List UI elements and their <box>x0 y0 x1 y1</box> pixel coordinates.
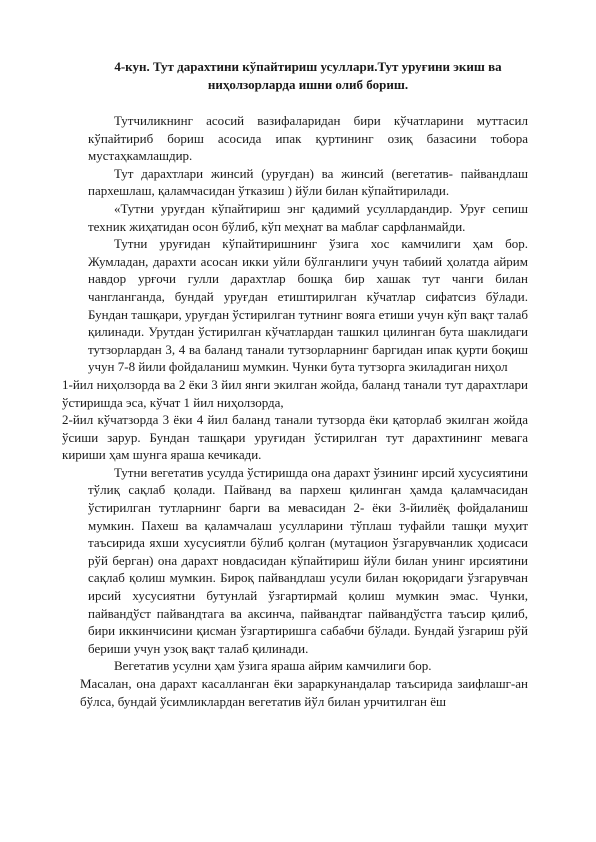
paragraph-1: Тутчиликнинг асосий вазифаларидан бири кўчатларини муттасил кўпайтириб бориш асосида ипак қуртининг озиқ базасини тобора мустаҳкамлашдир. <box>88 113 528 164</box>
paragraph-8: Вегетатив усулни ҳам ўзига яраша айрим камчилиги бор. <box>114 658 432 674</box>
paragraph-2: Тут дарахтлари жинсий (уруғдан) ва жинсий (вегетатив- пайвандлаш пархешлаш, қаламчасидан ўтказиш ) йўли билан кўпайтирилади. <box>88 165 528 199</box>
paragraph-7: Тутни вегетатив усулда ўстиришда она дарахт ўзининг ирсий хусусиятини тўлиқ сақлаб қолади. Пайванд ва пархеш қилинган ҳамда қаламчасидан ўстирилган тутларнинг барги ва мевасидан 2- ёки 3-йилиёқ фойдаланиш мумкин. Пахеш ва қаламчалаш усулларини тўплаш туфайли ташқи муҳит таъсирида яхши хусусиятли бўлиб қолган (мутацион ўзгарувчанлик ҳодисаси рўй берган) она дарахт новдасидан кўпайтириш йўли билан унинг ирсиятини сақлаб қолиш мумкин. Бироқ пайвандлаш усули билан юқоридаги ўзгарувчан ирсий хусусиятни бутунлай ўзгартирмай қолиш мумкин эмас. Чунки, пайвандўст пайвандтага ва аксинча, пайвандтаг пайвандўстга таъсир қилиб, бири иккинчисини қисман ўзгартиришга сабабчи бўлади. Бундай ўзгариш рўй бериши учун узоқ вақт талаб қилинади. <box>88 464 528 656</box>
paragraph-9: Масалан, она дарахт касалланган ёки зараркунандалар таъсирида заифлашг-ан бўлса, бундай ўсимликлардан вегетатив йўл билан урчитилган ёш <box>80 676 528 709</box>
paragraph-6: 2-йил кўчатзорда 3 ёки 4 йил баланд танали тутзорда ёки қаторлаб экилган жойда ўсиши зарур. Бундан ташқари уруғидан ўстирилган тут дарахтининг мевага кириши ҳам шунга яраша кечикади. <box>62 412 528 463</box>
page-title: 4-кун. Тут дарахтини кўпайтириш усуллари.Тут уруғини экиш ва ниҳолзорларда ишни олиб бориш. <box>114 59 502 92</box>
document-page <box>62 58 528 710</box>
paragraph-3: «Тутни уруғдан кўпайтириш энг қадимий усуллардандир. Уруғ сепиш техник жиҳатидан осон бўлиб, кўп меҳнат ва маблағ сарфланмайди. <box>88 200 528 234</box>
paragraph-5: 1-йил ниҳолзорда ва 2 ёки 3 йил янги экилган жойда, баланд танали тут дарахтлари ўстиришда эса, кўчат 1 йил ниҳолзорда, <box>62 376 528 410</box>
paragraph-4: Тутни уруғидан кўпайтиришнинг ўзига хос камчилиги ҳам бор. Жумладан, дарахти асосан икки уйли бўлганлиги учун табиий ҳолатда айрим навдор урғочи гулли дарахтлар бошқа бир хашак тут чанги билан чангланганда, бундай уруғдан етиштирилган кўчатлар сифатсиз бўлади. Бундан ташқари, уруғдан ўстирилган тутнинг вояга етиши учун кўп вақт талаб қилинади. Урутдан ўстирилган кўчатлардан ташкил цилинган бута шаклидаги тутзорлардан 3, 4 ва баланд танали тутзорларнинг баргидан ипак қурти боқиш учун 7-8 йили фойдаланиш мумкин. Чунки бута тутзорга экиладиган ниҳол <box>88 236 528 375</box>
